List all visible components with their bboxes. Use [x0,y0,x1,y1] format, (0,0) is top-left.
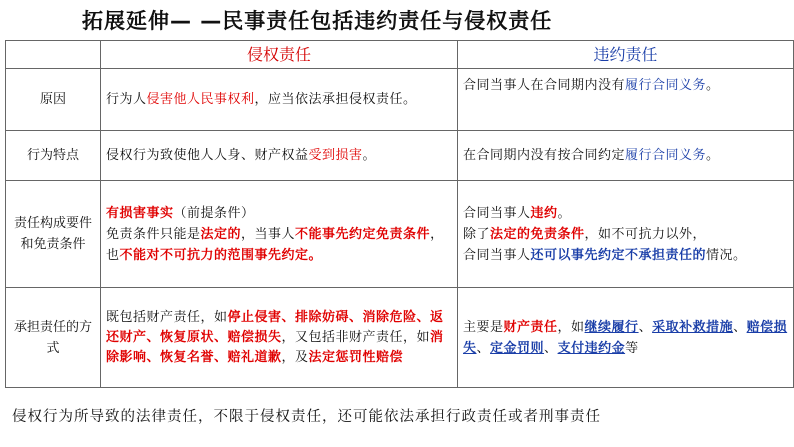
text-segment: 等 [625,340,639,356]
text-segment: 。 [706,148,720,163]
highlight-red: 违约 [530,205,558,221]
highlight-red: 受到损害 [308,148,363,163]
highlight-blue-underlined: 采取补救措施 [652,319,734,335]
highlight-red: 停止侵害、排除妨碍、消除危险、返还财产、恢复原状、赔偿损失 [106,309,444,345]
tort-characteristics-cell [101,131,458,181]
highlight-blue: 还可以事先约定不承担责任的 [530,247,707,263]
highlight-blue-underlined: 支付违约金 [557,340,626,356]
text-segment: ，又包括非财产责任，如 [281,329,431,345]
highlight-blue-underlined: 定金罚则 [490,340,545,356]
highlight-blue: 履行合同义务 [625,148,707,163]
text-segment: ，也 [106,226,444,263]
text-segment: ，如不可抗力以外， [584,226,707,242]
contract-methods-cell [458,288,794,388]
text-segment: 、 [476,340,491,356]
text-segment: 。 [706,78,720,93]
table-row [6,181,794,288]
text-segment: 侵权行为致使他人人身、财产权益 [106,148,309,163]
table-row [6,131,794,181]
text-segment: 合同当事人在合同期内没有 [463,78,626,93]
header-tort-liability: 侵权责任 [101,41,458,69]
highlight-red: 法定惩罚性赔偿 [308,349,404,365]
highlight-blue: 履行合同义务 [625,78,707,93]
highlight-red: 侵害他人民事权利 [146,92,255,107]
highlight-red: 消除影响、恢复名誉、赔礼道歉 [106,329,444,365]
tort-elements-cell [101,181,458,288]
tort-cause-cell [101,69,458,131]
text-segment: 主要是 [463,319,504,335]
header-blank [6,41,101,69]
text-segment: 、 [733,319,747,335]
text-segment: 、 [638,319,653,335]
text-segment: 行为人 [106,92,147,107]
table-header-row [6,41,794,69]
highlight-red: 有损害事实 [106,205,174,221]
table-row [6,69,794,131]
text-segment: ，及 [281,349,309,365]
row-label-methods: 承担责任的方式 [6,288,101,388]
text-segment: （前提条件） [173,205,255,221]
text-segment: 合同当事人 [463,247,531,263]
text-segment: 、 [544,340,558,356]
text-segment: 。 [557,205,572,221]
contract-characteristics-cell [458,131,794,181]
highlight-blue-underlined: 继续履行 [584,319,639,335]
highlight-red: 法定的免责条件 [490,226,585,242]
text-segment: 除了 [463,226,491,242]
text-segment: 情况 [706,247,734,263]
comparison-table [5,40,794,388]
row-label-cause: 原因 [6,69,101,131]
page-title: 拓展延伸— —民事责任包括违约责任与侵权责任 [82,9,553,33]
highlight-red: 法定的 [200,226,242,242]
contract-cause-cell [458,69,794,131]
text-segment: 既包括财产责任，如 [106,309,228,325]
tort-methods-cell [101,288,458,388]
text-segment: ，当事人 [241,226,296,242]
highlight-red: 不能对不可抗力的范围事先约定。 [119,247,323,263]
highlight-blue-underlined: 赔偿损失 [463,319,788,356]
highlight-red: 财产责任 [503,319,558,335]
table-row [6,288,794,388]
text-segment: ，应当依法承担侵权责任。 [254,92,417,107]
row-label-elements: 责任构成要件和免责条件 [6,181,101,288]
text-segment: 合同当事人 [463,205,531,221]
text-segment: ，如 [557,319,585,335]
text-segment: 在合同期内没有按合同约定 [463,148,626,163]
contract-elements-cell [458,181,794,288]
header-contract-liability: 违约责任 [458,41,794,69]
highlight-red: 不能事先约定免责条件 [295,226,431,242]
text-segment: 。 [362,148,377,163]
footnote: 侵权行为所导致的法律责任，不限于侵权责任，还可能依法承担行政责任或者刑事责任 [12,409,601,425]
row-label-characteristics: 行为特点 [6,131,101,181]
text-segment: 。 [733,247,747,263]
text-segment: 免责条件只能是 [106,226,201,242]
